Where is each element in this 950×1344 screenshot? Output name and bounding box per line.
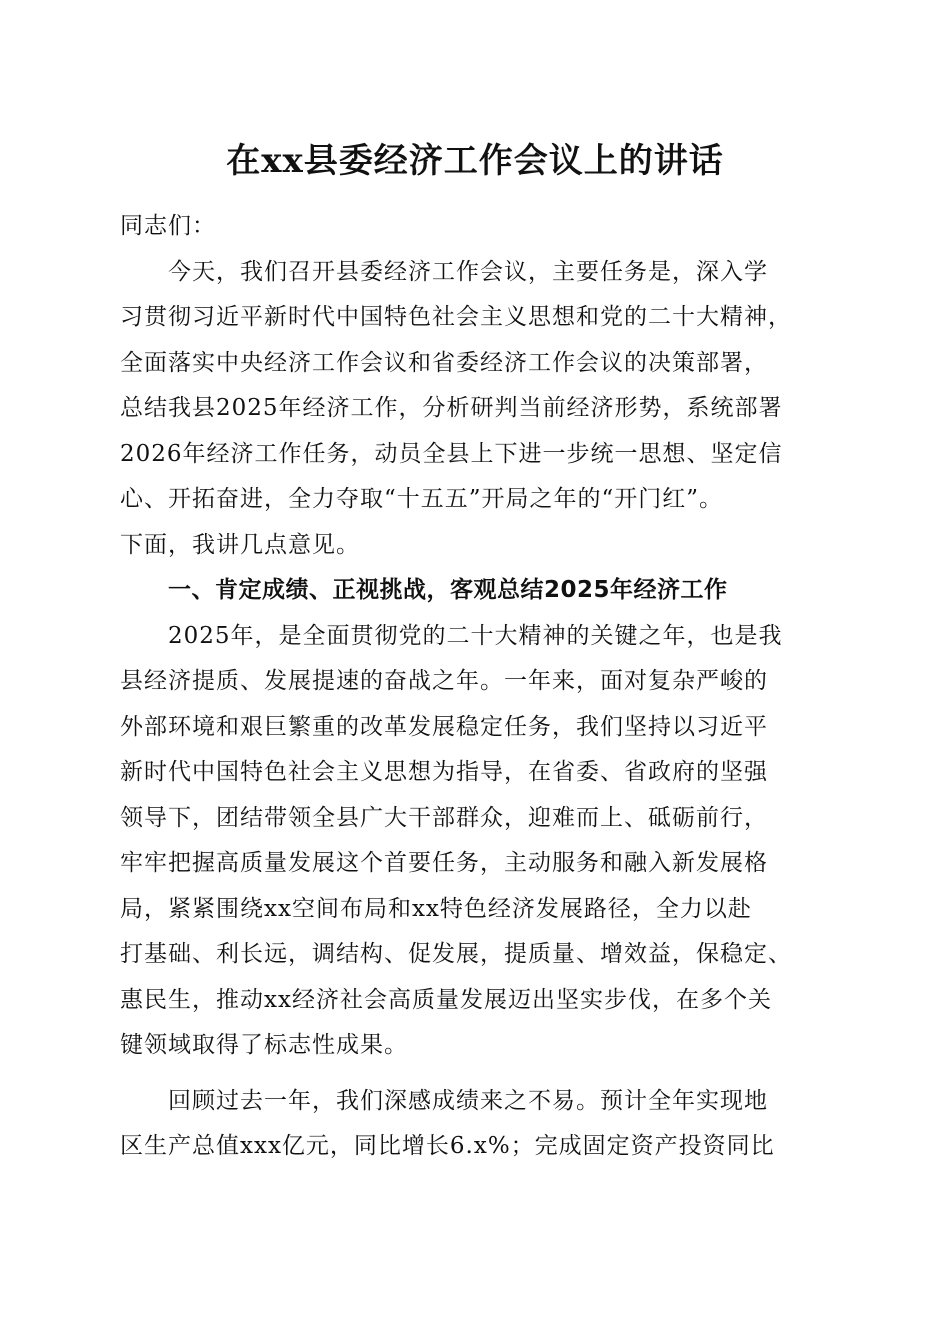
review-line: 回顾过去一年，我们深感成绩来之不易。预计全年实现地	[168, 1087, 768, 1114]
section-1-line: 新时代中国特色社会主义思想为指导，在省委、省政府的坚强	[120, 759, 768, 785]
section-1-line: 局，紧紧围绕xx空间布局和xx特色经济发展路径，全力以赴	[120, 895, 752, 922]
section-1-line: 键领域取得了标志性成果。	[120, 1032, 408, 1058]
section-1-line: 牢牢把握高质量发展这个首要任务，主动服务和融入新发展格	[120, 850, 768, 876]
section-1-line: 领导下，团结带领全县广大干部群众，迎难而上、砥砺前行，	[120, 804, 768, 831]
review-line: 区生产总值xxx亿元，同比增长6.x%；完成固定资产投资同比	[120, 1133, 775, 1159]
intro-line: 习贯彻习近平新时代中国特色社会主义思想和党的二十大精神，	[120, 304, 792, 330]
intro-line: 全面落实中央经济工作会议和省委经济工作会议的决策部署，	[120, 349, 768, 376]
intro-line: 下面，我讲几点意见。	[120, 531, 360, 558]
section-heading	[120, 568, 832, 614]
section-1-line: 打基础、利长远，调结构、促发展，提质量、增效益，保稳定、	[120, 941, 792, 967]
intro-line: 2026年经济工作任务，动员全县上下进一步统一思想、坚定信	[120, 440, 783, 467]
salutation-line: 同志们：	[120, 213, 216, 239]
review-paragraph	[120, 1079, 832, 1170]
document-title: 在xx县委经济工作会议上的讲话	[226, 141, 724, 181]
intro-line: 今天，我们召开县委经济工作会议，主要任务是，深入学	[168, 258, 768, 285]
intro-line: 心、开拓奋进，全力夺取“十五五”开局之年的“开门红”。	[120, 486, 724, 512]
intro-line: 总结我县2025年经济工作，分析研判当前经济形势，系统部署	[120, 395, 783, 421]
section-1-paragraph	[120, 614, 832, 1069]
salutation	[120, 204, 832, 250]
section-1-line: 2025年，是全面贯彻党的二十大精神的关键之年，也是我	[168, 622, 783, 649]
section-1-line: 惠民生，推动xx经济社会高质量发展迈出坚实步伐，在多个关	[120, 986, 772, 1013]
paragraph-spacer	[120, 1069, 832, 1079]
intro-paragraph	[120, 250, 832, 569]
section-1-line: 外部环境和艰巨繁重的改革发展稳定任务，我们坚持以习近平	[120, 713, 768, 740]
section-1-line: 县经济提质、发展提速的奋战之年。一年来，面对复杂严峻的	[120, 668, 768, 694]
section-1-heading: 一、肯定成绩、正视挑战，客观总结2025年经济工作	[168, 577, 728, 603]
document-body	[120, 204, 832, 1170]
